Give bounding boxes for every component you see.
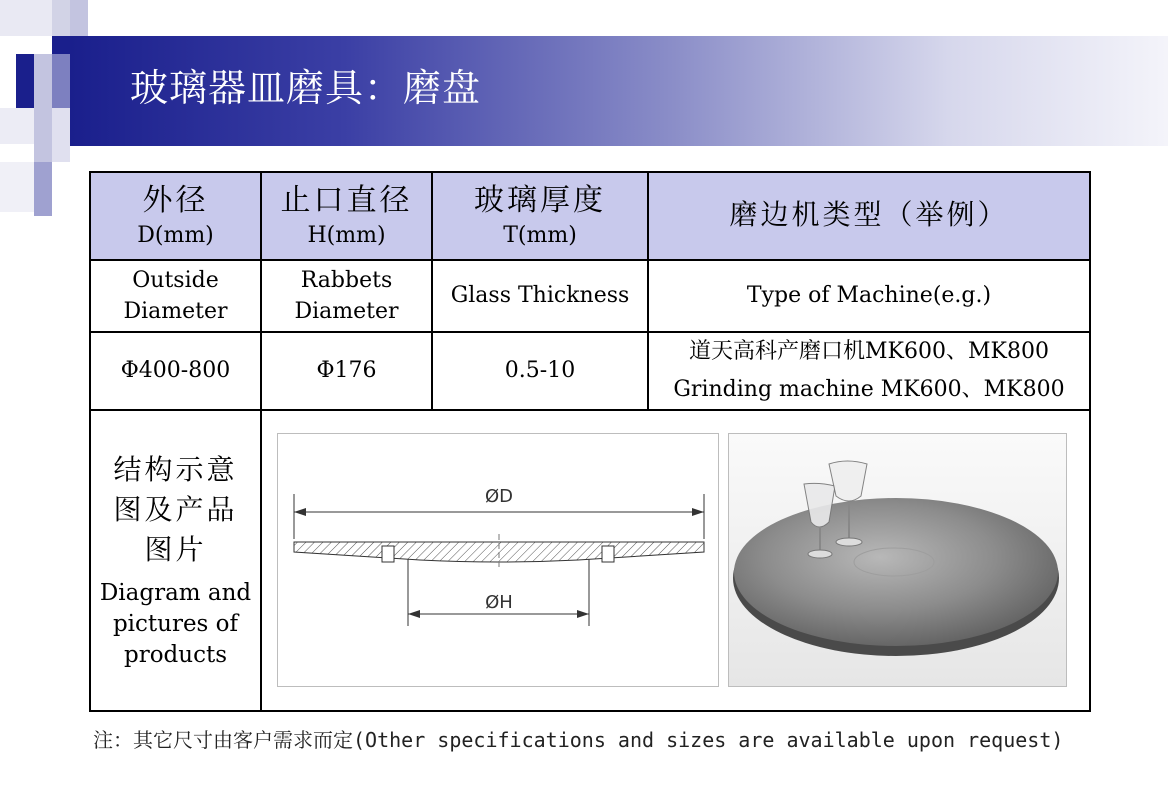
header-row: [90, 172, 1090, 260]
decor-square: [52, 108, 70, 162]
header-cn: 止口直径: [280, 183, 413, 218]
decor-square: [34, 108, 52, 162]
header-machine-type: [648, 172, 1090, 260]
footnote: 注：其它尺寸由客户需求而定(Other specifications and sizes are available upon request): [93, 728, 1064, 752]
cell-text: Diameter: [294, 299, 399, 324]
structure-drawing: [277, 433, 719, 687]
header-cn: 磨边机类型（举例）: [729, 197, 1009, 231]
header-cn: 玻璃厚度: [474, 183, 606, 218]
decor-square: [70, 0, 88, 36]
data-row: [90, 332, 1090, 410]
label-h: ØH: [485, 592, 513, 613]
decor-square: [34, 162, 52, 216]
cell-machine-value: [648, 332, 1090, 410]
cell-t-value: 0.5-10: [432, 332, 648, 410]
rabbet-slot: [602, 546, 614, 562]
arrow-icon: [408, 610, 420, 618]
cell-d-value: Φ400-800: [90, 332, 261, 410]
decor-square: [0, 108, 34, 144]
spec-table: [89, 171, 1091, 712]
decor-square: [16, 54, 34, 108]
cell-glass-thickness-en: Glass Thickness: [432, 260, 648, 332]
arrow-icon: [577, 610, 589, 618]
header-glass-thickness: [432, 172, 648, 260]
rabbet-slot: [382, 546, 394, 562]
wine-glass-icon: [829, 461, 867, 501]
diagram-en: Diagram and: [99, 580, 252, 606]
header-rabbets-diameter: [261, 172, 432, 260]
cell-h-value: Φ176: [261, 332, 432, 410]
diagram-en: pictures of: [112, 611, 239, 637]
decor-square: [0, 162, 34, 212]
diagram-cn: 图及产品: [113, 493, 238, 526]
diagram-cn: 结构示意: [113, 453, 238, 486]
decor-square: [52, 54, 70, 108]
header-cn: 外径: [142, 183, 209, 218]
machine-cn: 道天高科产磨口机MK600、MK800: [689, 339, 1049, 364]
cell-outside-diameter-en: [90, 260, 261, 332]
cell-text: Outside: [132, 268, 219, 293]
photo-svg: [729, 434, 1066, 686]
header-unit: T(mm): [503, 223, 577, 248]
page-title: 玻璃器皿磨具：磨盘: [130, 66, 482, 110]
machine-en: Grinding machine MK600、MK800: [673, 377, 1065, 402]
drawing-svg: [278, 434, 718, 686]
arrow-icon: [294, 508, 306, 516]
cell-rabbets-diameter-en: [261, 260, 432, 332]
diagram-cn: 图片: [144, 533, 207, 566]
decor-square: [34, 54, 52, 108]
diagram-en: products: [123, 642, 228, 668]
arrow-icon: [692, 508, 704, 516]
disc-surface: [734, 498, 1058, 646]
product-photo: [728, 433, 1067, 687]
header-outside-diameter: [90, 172, 261, 260]
cell-diagram-label: [90, 410, 261, 711]
decor-square: [52, 0, 70, 36]
cell-text: Diameter: [123, 299, 228, 324]
cell-diagram-pictures: [261, 410, 1090, 711]
pictures-area: [262, 411, 1089, 710]
header-unit: D(mm): [137, 223, 214, 248]
cell-text: Rabbets: [300, 268, 393, 293]
english-row: [90, 260, 1090, 332]
diagram-row: [90, 410, 1090, 711]
cell-machine-en: Type of Machine(e.g.): [648, 260, 1090, 332]
header-unit: H(mm): [307, 223, 386, 248]
decor-square: [52, 36, 70, 54]
label-d: ØD: [484, 486, 514, 507]
